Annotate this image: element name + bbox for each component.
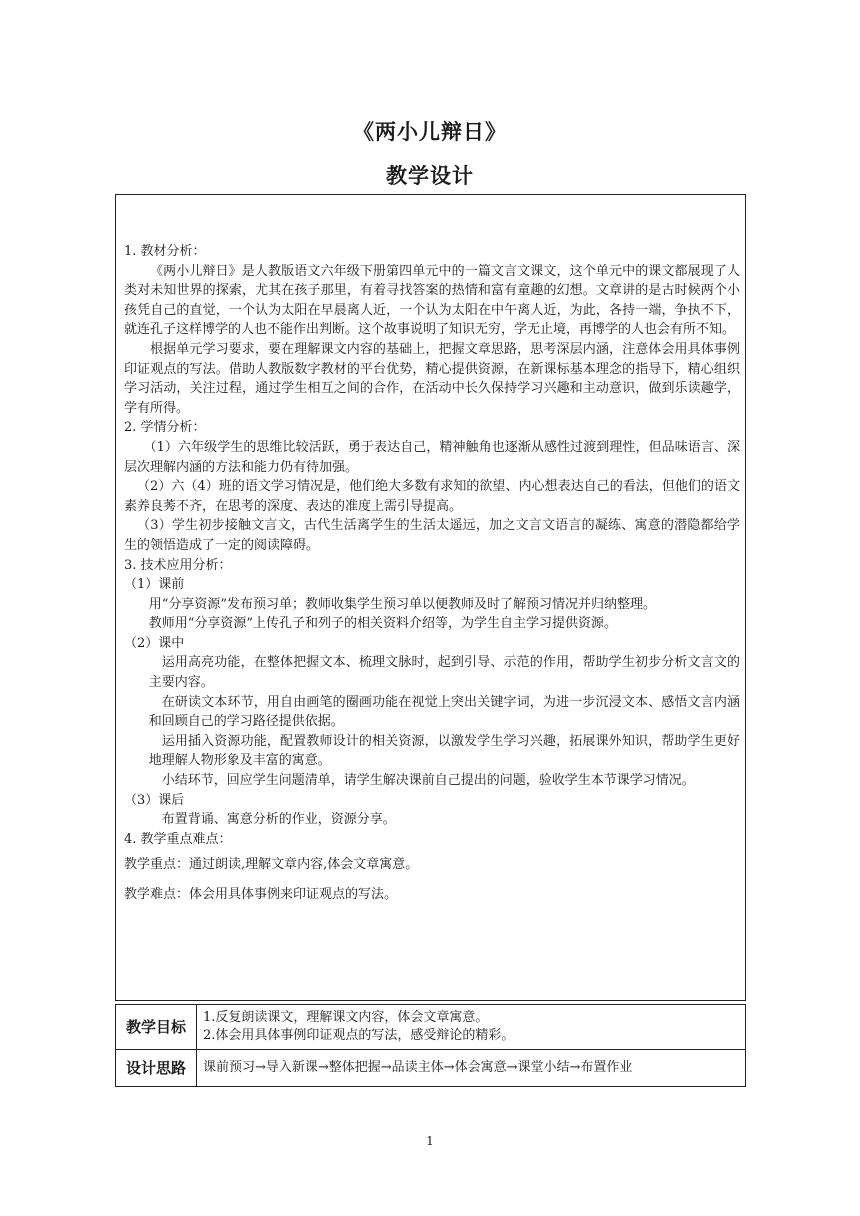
design-flow: 课前预习→导入新课→整体把握→品读主体→体会寓意→课堂小结→布置作业 (197, 1050, 746, 1087)
tech-during-paragraph-2: 在研读文本环节，用自由画笔的圈画功能在视觉上突出关键字词，为进一步沉浸文本、感悟文言内涵和回顾自己的学习路径提供依据。 (148, 694, 740, 730)
design-row (116, 1050, 746, 1087)
goals-row (116, 1005, 746, 1050)
tech-during-paragraph-1: 运用高亮功能，在整体把握文本、梳理文脉时，起到引导、示范的作用，帮助学生初步分析文言文的主要内容。 (148, 655, 740, 691)
tech-after-label: （3）课后 (124, 792, 185, 808)
material-paragraph-1: 《两小儿辩日》是人教版语文六年级下册第四单元中的一篇文言文课文，这个单元中的课文都展现了人类对未知世界的探索，尤其在孩子那里，有着寻找答案的热情和富有童趣的幻想。文章讲的是古时候两个小孩凭自己的直觉，一个认为太阳在早晨离人近，一个认为太阳在中午离人近，为此，各持一端，争执不下，就连孔子这样博学的人也不能作出判断。这个故事说明了知识无穷，学无止境，再博学的人也会有所不知。 (124, 263, 740, 338)
section-heading-tech: 3. 技术应用分析： (124, 557, 232, 573)
material-paragraph-2: 根据单元学习要求，要在理解课文内容的基础上，把握文章思路，思考深层内涵，注意体会用具体事例印证观点的写法。借助人教版数字教材的平台优势，精心提供资源，在新课标基本理念的指导下，精心组织学习活动，关注过程，通过学生相互之间的合作，在活动中长久保持学习兴趣和主动意识，做到乐读趣学，学有所得。 (124, 341, 740, 416)
section-heading-material: 1. 教材分析： (124, 244, 206, 259)
design-label: 设计思路 (116, 1050, 197, 1087)
teaching-difficulty: 教学难点：体会用具体事例来印证观点的写法。 (124, 887, 398, 902)
tech-before-label: （1）课前 (124, 577, 185, 593)
content-body (124, 242, 740, 905)
tech-during-label: （2）课中 (124, 635, 185, 651)
students-paragraph-1: （1）六年级学生的思维比较活跃，勇于表达自己，精神触角也逐渐从感性过渡到理性，但品味语言、深层次理解内涵的方法和能力仍有待加强。 (124, 439, 740, 475)
tech-before-paragraph-1: 用“分享资源”发布预习单；教师收集学生预习单以便教师及时了解预习情况并归纳整理。 (148, 596, 656, 612)
tech-before-paragraph-2: 教师用“分享资源”上传孔子和列子的相关资料介绍等，为学生自主学习提供资源。 (148, 616, 617, 632)
goals-cell (197, 1005, 746, 1050)
document-subtitle: 教学设计 (386, 164, 474, 188)
tech-during-paragraph-3: 运用插入资源功能，配置教师设计的相关资源，以激发学生学习兴趣，拓展课外知识，帮助学生更好地理解人物形象及丰富的寓意。 (148, 733, 740, 769)
tech-during-paragraph-4: 小结环节，回应学生问题清单，请学生解决课前自己提出的问题，验收学生本节课学习情况。 (161, 773, 695, 789)
section-heading-students: 2. 学情分析： (124, 420, 206, 436)
plan-summary-table (115, 1004, 746, 1087)
section-heading-focus: 4. 教学重点难点： (124, 831, 232, 847)
goals-label: 教学目标 (116, 1005, 197, 1050)
document-title: 《两小儿辩日》 (353, 120, 507, 144)
tech-after-paragraph-1: 布置背诵、寓意分析的作业，资源分享。 (161, 812, 396, 828)
students-paragraph-3: （3）学生初步接触文言文，古代生活离学生的生活太遥远，加之文言文语言的凝练、寓意的潜隐都给学生的领悟造成了一定的阅读障碍。 (124, 518, 740, 553)
page-number: 1 (426, 1134, 434, 1148)
goal-item-2: 2.体会用具体事例印证观点的写法，感受辩论的精彩。 (203, 1028, 515, 1043)
teaching-key-point: 教学重点：通过朗读,理解文章内容,体会文章寓意。 (124, 857, 419, 873)
students-paragraph-2: （2）六（4）班的语文学习情况是，他们绝大多数有求知的欲望、内心想表达自己的看法，但他们的语文素养良莠不齐，在思考的深度、表达的准度上需引导提高。 (124, 479, 740, 514)
goal-item-1: 1.反复朗读课文，理解课文内容，体会文章寓意。 (203, 1010, 489, 1025)
